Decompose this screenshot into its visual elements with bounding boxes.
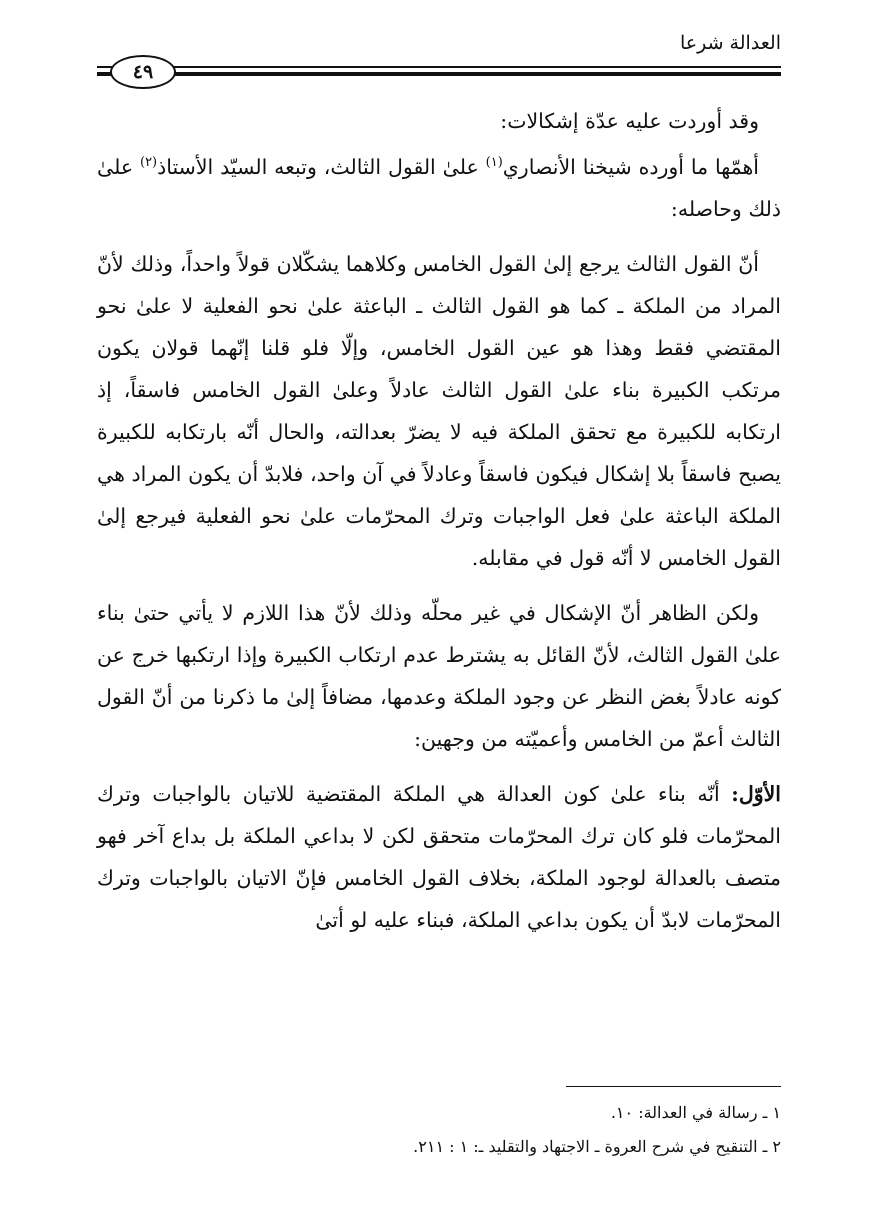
objection-text-a: أهمّها ما أورده شيخنا الأنصاري (502, 155, 759, 179)
objection-text-c: علىٰ ذلك وحاصله: (97, 155, 781, 221)
footnote-separator (566, 1086, 781, 1087)
paragraph-first-aspect (97, 773, 781, 941)
footnotes (97, 1096, 781, 1164)
paragraph-argument: أنّ القول الثالث يرجع إلىٰ القول الخامس وكلاهما يشكّلان قولاً واحداً، وذلك لأنّ المراد من الملكة ـ كما هو القول الثالث ـ الباعثة علىٰ نحو الفعلية لا علىٰ نحو المقتضي فقط وهذا هو عين القول الخامس، وإلّا فلو قلنا إنّهما قولان يكون مرتكب الكبيرة بناء علىٰ القول الثالث عادلاً وعلىٰ القول الخامس فاسقاً، إذ ارتكابه للكبيرة مع تحقق الملكة فيه لا يضرّ بعدالته، والحال أنّه بارتكابه للكبيرة يصبح فاسقاً بلا إشكال فيكون فاسقاً وعادلاً في آن واحد، فلابدّ أن يكون المراد هي الملكة الباعثة علىٰ فعل الواجبات وترك المحرّمات علىٰ نحو الفعلية فيرجع إلىٰ القول الخامس لا أنّه قول في مقابله. (97, 252, 781, 570)
footnote-ref-2[interactable]: (٢) (139, 155, 158, 171)
running-title: العدالة شرعا (679, 32, 781, 54)
body-text (97, 100, 781, 954)
footnote-ref-1[interactable]: (١) (485, 155, 503, 171)
paragraph-objection (97, 146, 781, 230)
header-rule-thin (97, 66, 781, 68)
paragraph-intro: وقد أوردت عليه عدّة إشكالات: (500, 109, 759, 133)
first-aspect-text: أنّه بناء علىٰ كون العدالة هي الملكة المقتضية للاتيان بالواجبات وترك المحرّمات فلو كان ترك المحرّمات متحقق لكن لا بداعي الملكة بل بداع آخر فهو متصف بالعدالة لوجود الملكة، بخلاف القول الخامس فإنّ الاتيان بالواجبات وترك المحرّمات لابدّ أن يكون بداعي الملكة، فبناء عليه لو أتىٰ (97, 782, 781, 932)
footnote-1: ١ ـ رسالة في العدالة: ١٠. (610, 1103, 781, 1122)
paragraph-response: ولكن الظاهر أنّ الإشكال في غير محلّه وذلك لأنّ هذا اللازم لا يأتي حتىٰ بناء علىٰ القول الثالث، لأنّ القائل به يشترط عدم ارتكاب الكبيرة وإذا ارتكبها خرج عن كونه عادلاً بغض النظر عن وجود الملكة وعدمها، مضافاً إلىٰ ما ذكرنا من أنّ القول الثالث أعمّ من الخامس وأعميّته من وجهين: (97, 601, 781, 751)
objection-text-b: علىٰ القول الثالث، وتبعه السيّد الأستاذ (157, 155, 486, 179)
header-rule-thick (97, 72, 781, 76)
page-number: ٤٩ (110, 55, 176, 89)
footnote-2: ٢ ـ التنقيح في شرح العروة ـ الاجتهاد والتقليد ـ: ١ : ٢١١. (413, 1137, 781, 1156)
first-aspect-label: الأوّل: (731, 782, 781, 806)
